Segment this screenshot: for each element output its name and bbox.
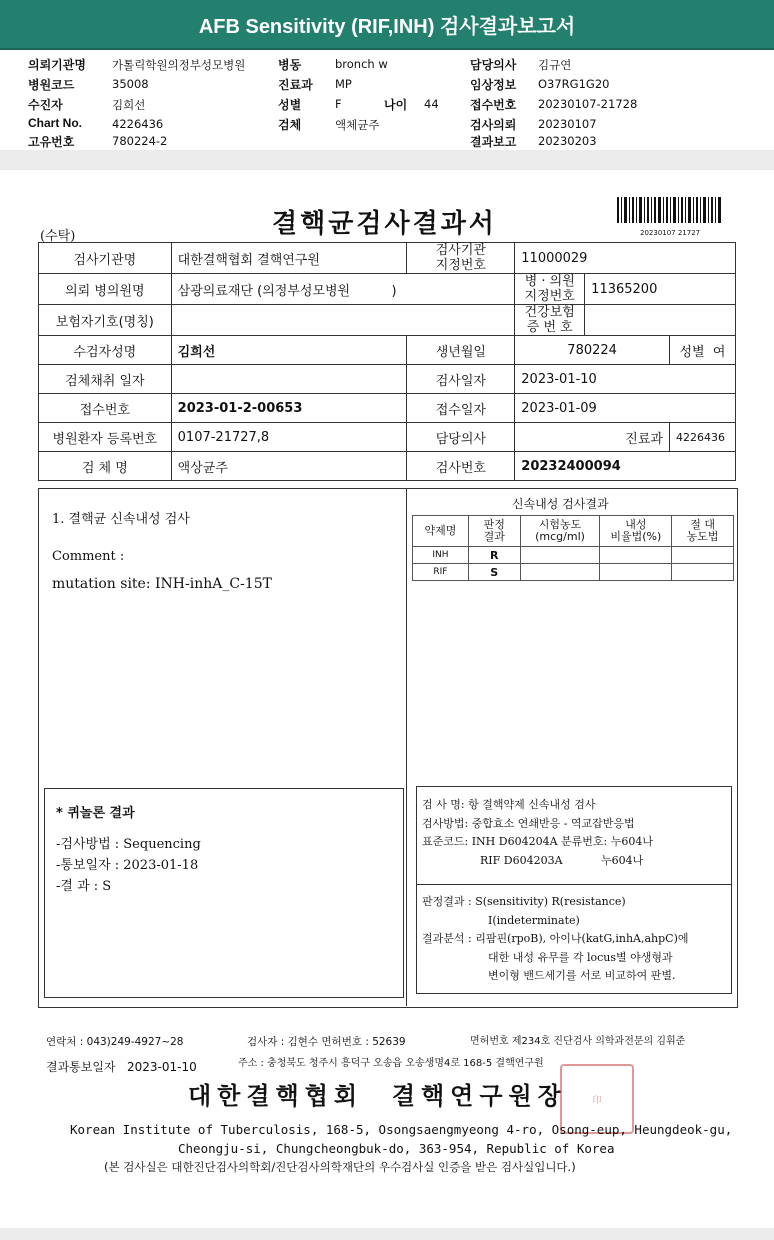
- analysis-line: 결과분석 : 리팜핀(rpoB), 아이나(katG,inhA,ahpC)에: [422, 932, 689, 945]
- spec-value: 액상균주: [171, 452, 407, 481]
- health-label: 건강보험 증 번 호: [515, 305, 585, 336]
- unique-label: 고유번호: [28, 135, 75, 149]
- patient-label: 수진자: [28, 98, 63, 112]
- chart-value: 4226436: [112, 117, 164, 131]
- hospital-code-value: 35008: [112, 77, 149, 91]
- spec-label: 검 체 명: [39, 452, 172, 481]
- name-label: 수검자성명: [39, 336, 172, 365]
- report-value: 20230203: [538, 134, 597, 148]
- separator: [0, 152, 774, 170]
- doc-dept-label: 진료과: [625, 431, 663, 447]
- analysis-line: 판정결과 : S(sensitivity) R(resistance): [422, 895, 626, 908]
- age-value: 44: [424, 97, 439, 111]
- lab-label: 검사기관명: [39, 243, 172, 274]
- sex-value: F: [335, 97, 342, 111]
- rec-label: 접수번호: [39, 394, 172, 423]
- req-code-value: 11365200: [585, 274, 736, 305]
- quinolone-method: -검사방법 : Sequencing: [56, 837, 201, 852]
- birth-value: 780224: [515, 336, 670, 365]
- doc-sex-cell: [669, 336, 735, 365]
- quinolone-result: -결 과 : S: [56, 879, 112, 894]
- doc-title: 결핵균검사결과서: [272, 209, 497, 239]
- footer-certification: (본 검사실은 대한진단검사의학회/진단검사의학재단의 우수검사실 인증을 받은 검사실입니다.): [104, 1160, 576, 1174]
- footer-tester: 검사자 : 김현수 면허번호 : 52639: [247, 1036, 406, 1048]
- reg-value: 0107-21727,8: [171, 423, 407, 452]
- bottom-margin: [0, 1228, 774, 1240]
- collect-value: [171, 365, 407, 394]
- doc-sex-label: 성별: [679, 344, 705, 360]
- collect-label: 검체채취 일자: [39, 365, 172, 394]
- ward-value: bronch w: [335, 57, 388, 71]
- dept-value: MP: [335, 77, 352, 91]
- testno-label: 검사번호: [407, 452, 515, 481]
- clinical-value: O37RG1G20: [538, 77, 610, 91]
- results-header-ratio: 내성 비율법(%): [600, 516, 672, 547]
- quinolone-notice: -통보일자 : 2023-01-18: [56, 858, 199, 873]
- institution-value: 가톨릭학원의정부성모병원: [112, 58, 246, 72]
- rec-date-label: 접수일자: [407, 394, 515, 423]
- dept-label: 진료과: [278, 78, 313, 92]
- birth-label: 생년월일: [407, 336, 515, 365]
- request-value: 20230107: [538, 117, 597, 131]
- footer-english-2: Cheongju-si, Chungcheongbuk-do, 363-954, Republic of Korea: [178, 1141, 615, 1156]
- drug-judge: R: [468, 547, 520, 564]
- results-header-judge: 판정 결과: [468, 516, 520, 547]
- unique-value: 780224-2: [112, 134, 168, 148]
- receipt-value: 20230107-21728: [538, 97, 638, 111]
- rec-value: 2023-01-2-00653: [171, 394, 407, 423]
- info-table: [38, 242, 736, 481]
- report-label: 결과보고: [470, 135, 517, 149]
- footer-org: 대한결핵협회 결핵연구원장: [188, 1081, 567, 1110]
- footer-english-1: Korean Institute of Tuberculosis, 168-5, Osongsaengmyeong 4-ro, Osong-eup, Heungdeok-gu,: [70, 1122, 733, 1137]
- test-item: 1. 결핵균 신속내성 검사: [52, 512, 190, 527]
- method-line: 검사방법: 중합효소 연쇄반응 - 역교잡반응법: [422, 816, 635, 830]
- ins-label: 보험자기호(명칭): [39, 305, 172, 336]
- sex-label: 성별: [278, 98, 302, 112]
- doc-tag: (수탁): [40, 229, 76, 244]
- analysis-line: 변이형 밴드세기를 서로 비교하여 판별.: [488, 969, 676, 982]
- drug-judge: S: [468, 564, 520, 581]
- method-line: RIF D604203A 누604나: [480, 853, 644, 867]
- clinical-label: 임상정보: [470, 78, 517, 92]
- method-info: [422, 796, 653, 870]
- doc-label: 담당의사: [407, 423, 515, 452]
- table-row: [413, 547, 734, 564]
- results-table: [412, 515, 734, 581]
- request-label: 검사의뢰: [470, 118, 517, 132]
- receipt-label: 접수번호: [470, 98, 517, 112]
- drug-name: RIF: [413, 564, 469, 581]
- ins-value: [171, 305, 515, 336]
- hospital-code-label: 병원코드: [28, 78, 75, 92]
- footer-address: 주소 : 충청북도 청주시 흥덕구 오송읍 오송생명4로 168-5 결핵연구원: [238, 1058, 544, 1069]
- doctor-label: 담당의사: [470, 58, 517, 72]
- test-date-value: 2023-01-10: [515, 365, 736, 394]
- specimen-label: 검체: [278, 118, 302, 132]
- testno-value: 20232400094: [515, 452, 736, 481]
- lab-value: 대한결핵협회 결핵연구원: [171, 243, 407, 274]
- footer-license: 면허번호 제234호 진단검사 의학과전문의 김휘준: [470, 1036, 686, 1047]
- footer-contact: 연락처 : 043)249-4927~28: [46, 1036, 184, 1048]
- result-divider: [406, 488, 407, 1006]
- reg-label: 병원환자 등록번호: [39, 423, 172, 452]
- req-code-label: 병 · 의원 지정번호: [515, 274, 585, 305]
- table-row: [413, 564, 734, 581]
- barcode-text: 20230107 21727: [640, 229, 701, 237]
- seal-icon: 印: [560, 1064, 634, 1134]
- doctor-value: 김규연: [538, 58, 572, 72]
- results-header-conc: 시험농도 (mcg/ml): [520, 516, 600, 547]
- specimen-value: 액체균주: [335, 118, 380, 132]
- patient-value: 김희선: [112, 98, 146, 112]
- analysis-line: 대한 내성 유무를 각 locus별 야생형과: [488, 950, 673, 964]
- age-label: 나이: [384, 98, 408, 112]
- lab-code-value: 11000029: [515, 243, 736, 274]
- analysis-info: [422, 893, 689, 986]
- results-header-absolute: 절 대 농도법: [672, 516, 734, 547]
- chart-label: Chart No.: [28, 116, 82, 130]
- lab-code-label: 검사기관 지정번호: [407, 243, 515, 274]
- doc-sex-value: 여: [712, 344, 726, 360]
- report-title-bar: [0, 0, 774, 50]
- results-title: 신속내성 검사결과: [512, 497, 609, 511]
- dept-label-cell: [515, 423, 670, 452]
- rec-date-value: 2023-01-09: [515, 394, 736, 423]
- method-line: 표준코드: INH D604204A 분류번호: 누604나: [422, 835, 653, 848]
- drug-name: INH: [413, 547, 469, 564]
- test-date-label: 검사일자: [407, 365, 515, 394]
- report-title: AFB Sensitivity (RIF,INH) 검사결과보고서: [198, 15, 576, 38]
- footer-report-date: 결과통보일자 2023-01-10: [46, 1060, 197, 1074]
- mutation-site: mutation site: INH-inhA_C-15T: [52, 576, 272, 592]
- quinolone-title: * 퀴놀론 결과: [56, 806, 135, 821]
- req-value: 삼광의료재단 (의정부성모병원 ): [171, 274, 515, 305]
- req-label: 의뢰 병의원명: [39, 274, 172, 305]
- ward-label: 병동: [278, 58, 302, 72]
- report-header: [0, 50, 774, 150]
- method-info-divider: [416, 884, 732, 885]
- health-value: [585, 305, 736, 336]
- method-line: 검 사 명: 항 결핵약제 신속내성 검사: [422, 798, 596, 811]
- results-header-drug: 약제명: [413, 516, 469, 547]
- name-value: 김희선: [171, 336, 407, 365]
- institution-label: 의뢰기관명: [28, 58, 86, 72]
- barcode-icon: [617, 197, 721, 229]
- analysis-line: I(indeterminate): [488, 913, 580, 927]
- comment-label: Comment :: [52, 549, 125, 564]
- doc-dept-value: 4226436: [669, 423, 735, 452]
